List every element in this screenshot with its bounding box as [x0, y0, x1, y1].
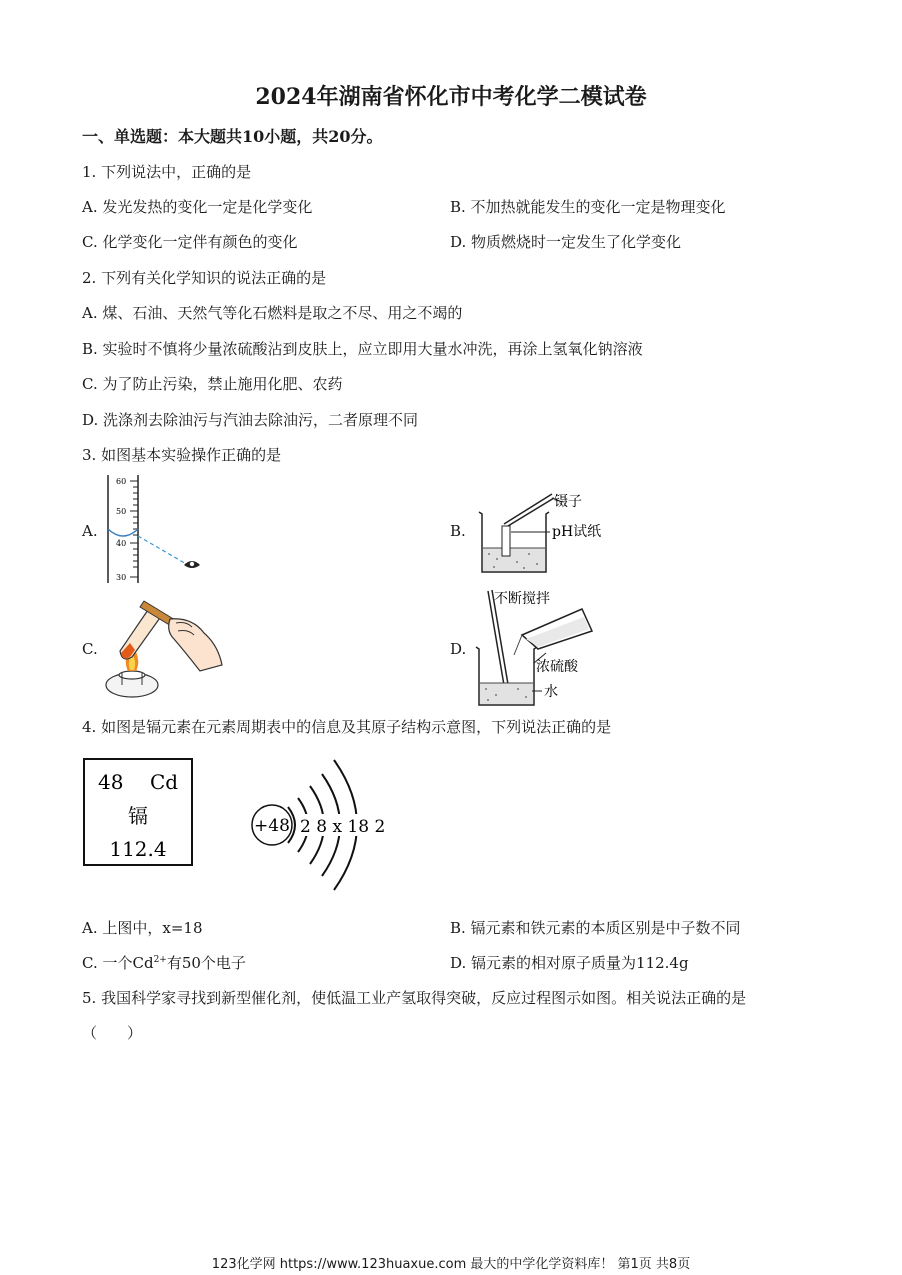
- concentrated-acid-label: 浓硫酸: [536, 659, 578, 675]
- question-1-stem: 1. 下列说法中，正确的是: [82, 163, 252, 181]
- element-mass: 112.4: [109, 837, 167, 861]
- eye-icon: [184, 561, 200, 568]
- question-4-option-b: B. 镉元素和铁元素的本质区别是中子数不同: [450, 919, 741, 937]
- option-c-prefix: C. 一个Cd: [82, 954, 154, 972]
- question-3-option-b-label: B.: [450, 522, 466, 540]
- question-2-option-c: C. 为了防止污染，禁止施用化肥、农药: [82, 375, 343, 393]
- question-4-option-d: D. 镉元素的相对原子质量为112.4g: [450, 954, 689, 972]
- water-label: 水: [544, 684, 558, 700]
- question-4-option-a: A. 上图中，x=18: [82, 919, 203, 937]
- ph-test-figure: [474, 484, 614, 579]
- atomic-structure-diagram: [244, 752, 394, 897]
- cylinder-tick-60: 60: [116, 477, 127, 486]
- question-3-option-a-label: A.: [82, 522, 98, 540]
- question-3-stem: 3. 如图基本实验操作正确的是: [82, 446, 282, 464]
- graduated-cylinder-figure: [100, 473, 210, 588]
- question-4-stem: 4. 如图是镉元素在元素周期表中的信息及其原子结构示意图，下列说法正确的是: [82, 718, 612, 736]
- tweezers-label: 镊子: [554, 494, 582, 510]
- cylinder-tick-40: 40: [116, 539, 127, 548]
- ion-charge: 2+: [153, 955, 167, 965]
- question-1-option-a: A. 发光发热的变化一定是化学变化: [82, 198, 313, 216]
- stir-label: 不断搅拌: [494, 591, 550, 607]
- question-3-option-d-label: D.: [450, 640, 467, 658]
- element-symbol: Cd: [150, 770, 179, 794]
- cylinder-tick-30: 30: [116, 573, 127, 582]
- question-5-stem: 5. 我国科学家寻找到新型催化剂，使低温工业产氢取得突破，反应过程图示如图。相关说法正确的是: [82, 989, 747, 1007]
- element-name: 镉: [128, 804, 148, 828]
- question-1-option-b: B. 不加热就能发生的变化一定是物理变化: [450, 198, 726, 216]
- cylinder-tick-50: 50: [116, 507, 127, 516]
- option-c-suffix: 有50个电子: [166, 954, 246, 972]
- section-heading: 一、单选题：本大题共10小题，共20分。: [82, 127, 383, 146]
- heating-test-tube-figure: [100, 593, 230, 705]
- question-2-option-d: D. 洗涤剂去除油污与汽油去除油污，二者原理不同: [82, 411, 419, 429]
- question-5-answer-blank: （ ）: [82, 1024, 143, 1042]
- element-card: [82, 757, 197, 869]
- question-1-option-d: D. 物质燃烧时一定发生了化学变化: [450, 233, 682, 251]
- page-title: 2024年湖南省怀化市中考化学二模试卷: [255, 84, 647, 110]
- element-number: 48: [98, 770, 124, 794]
- question-2-stem: 2. 下列有关化学知识的说法正确的是: [82, 269, 327, 287]
- ph-paper-label: pH试纸: [552, 524, 602, 540]
- acid-dilution-figure: [474, 585, 614, 710]
- question-2-option-b: B. 实验时不慎将少量浓硫酸沾到皮肤上，应立即用大量水冲洗，再涂上氢氧化钠溶液: [82, 340, 643, 358]
- page-footer: 123化学网 https://www.123huaxue.com 最大的中学化学资料库！ 第1页 共8页: [211, 1257, 691, 1272]
- question-3-option-c-label: C.: [82, 640, 98, 658]
- electron-shells: 2 8 x 18 2: [300, 817, 386, 837]
- nucleus-charge: +48: [254, 816, 290, 836]
- question-1-option-c: C. 化学变化一定伴有颜色的变化: [82, 233, 298, 251]
- question-4-option-c: [82, 952, 246, 973]
- question-2-option-a: A. 煤、石油、天然气等化石燃料是取之不尽、用之不竭的: [82, 304, 463, 322]
